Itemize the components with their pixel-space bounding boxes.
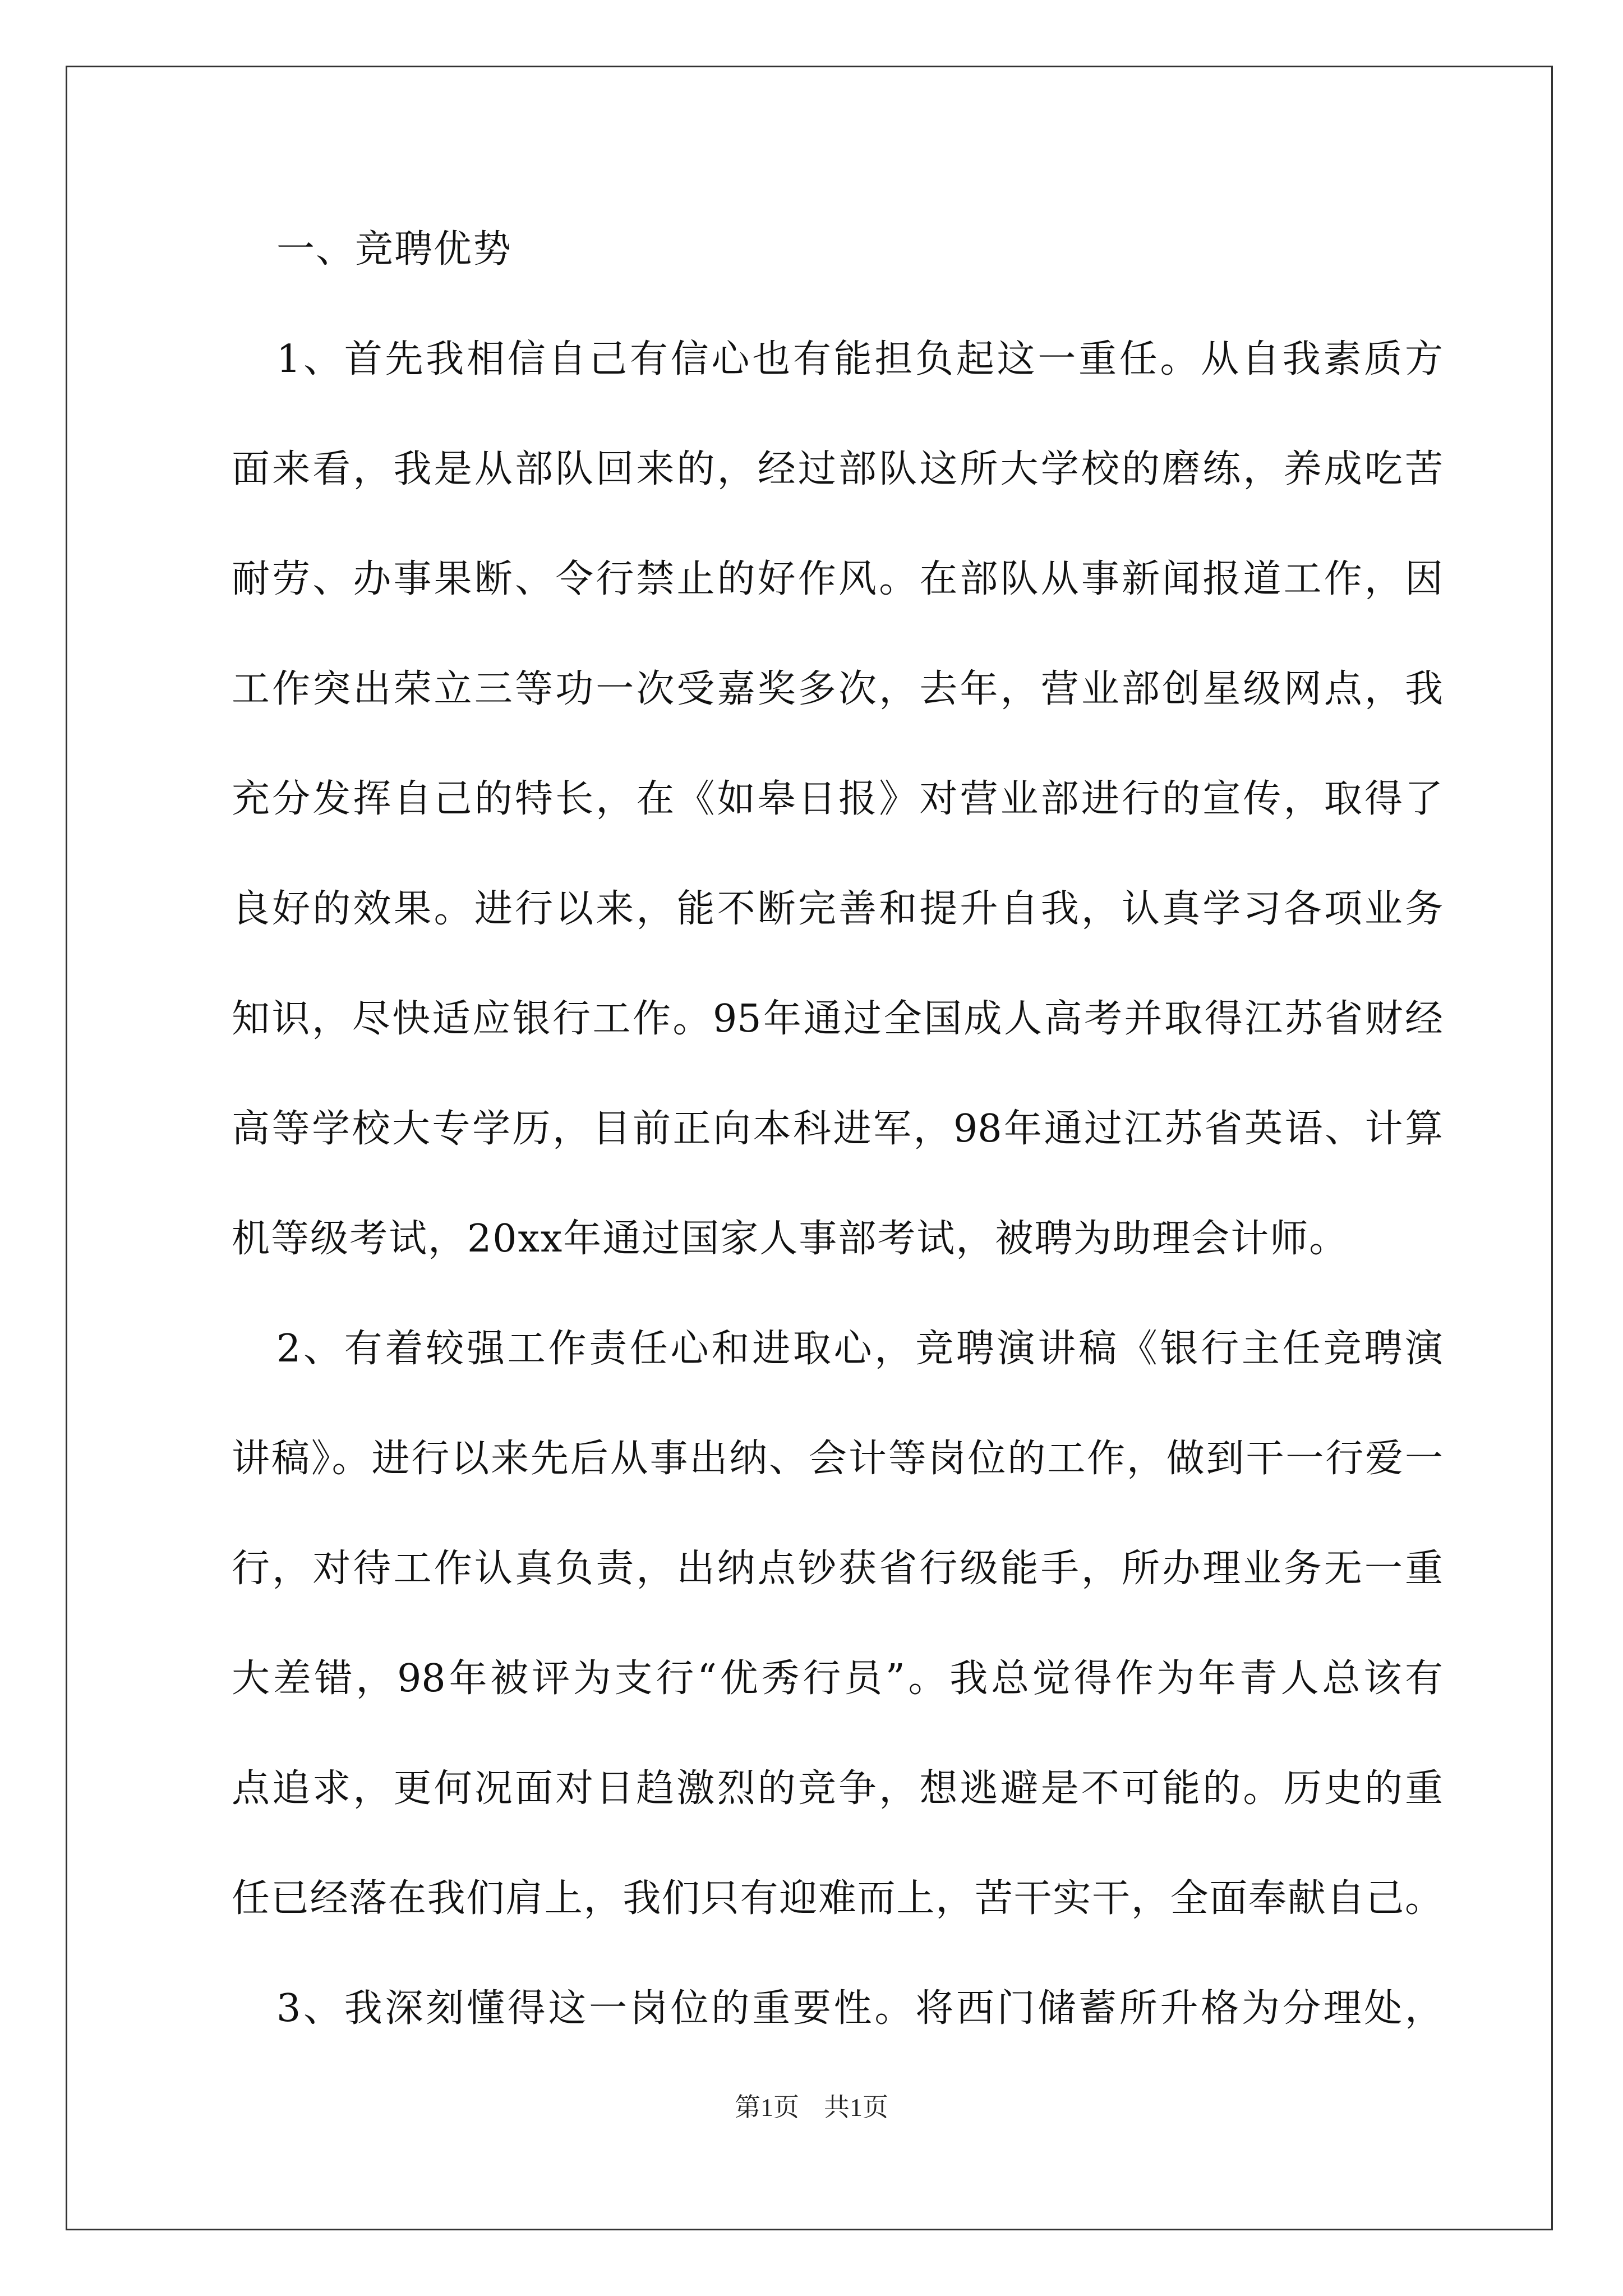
paragraph-line: 充分发挥自己的特长，在《如皋日报》对营业部进行的宣传，取得了 — [232, 777, 1443, 821]
paragraph-line: 工作突出荣立三等功一次受嘉奖多次，去年，营业部创星级网点，我 — [232, 667, 1443, 711]
paragraph-line: 1、首先我相信自己有信心也有能担负起这一重任。从自我素质方 — [276, 337, 1443, 381]
paragraph-line: 点追求，更何况面对日趋激烈的竞争，想逃避是不可能的。历史的重 — [232, 1766, 1443, 1811]
paragraph-line: 知识，尽快适应银行工作。95年通过全国成人高考并取得江苏省财经 — [232, 997, 1443, 1041]
paragraph-line: 机等级考试，20xx年通过国家人事部考试，被聘为助理会计师。 — [232, 1217, 1349, 1261]
section-heading: 一、竞聘优势 — [276, 227, 513, 272]
paragraph-line: 良好的效果。进行以来，能不断完善和提升自我，认真学习各项业务 — [232, 887, 1443, 931]
paragraph-line: 行，对待工作认真负责，出纳点钞获省行级能手，所办理业务无一重 — [232, 1547, 1443, 1591]
paragraph-line: 大差错，98年被评为支行“优秀行员”。我总觉得作为年青人总该有 — [232, 1657, 1443, 1701]
paragraph-line: 讲稿》。进行以来先后从事出纳、会计等岗位的工作，做到干一行爱一 — [232, 1437, 1443, 1481]
page-number: 第1页 — [735, 2093, 799, 2122]
paragraph-line: 耐劳、办事果断、令行禁止的好作风。在部队从事新闻报道工作，因 — [232, 557, 1443, 601]
paragraph-line: 任已经落在我们肩上，我们只有迎难而上，苦干实干，全面奉献自己。 — [232, 1876, 1443, 1921]
paragraph-line: 2、有着较强工作责任心和进取心，竞聘演讲稿《银行主任竞聘演 — [276, 1327, 1443, 1371]
paragraph-line: 面来看，我是从部队回来的，经过部队这所大学校的磨练，养成吃苦 — [232, 447, 1443, 491]
page-total: 共1页 — [824, 2093, 888, 2122]
paragraph-line: 3、我深刻懂得这一岗位的重要性。将西门储蓄所升格为分理处， — [276, 1986, 1443, 2031]
document-body — [232, 219, 1443, 2088]
paragraph-line: 高等学校大专学历，目前正向本科进军，98年通过江苏省英语、计算 — [232, 1107, 1443, 1151]
page-footer — [0, 2087, 1623, 2124]
